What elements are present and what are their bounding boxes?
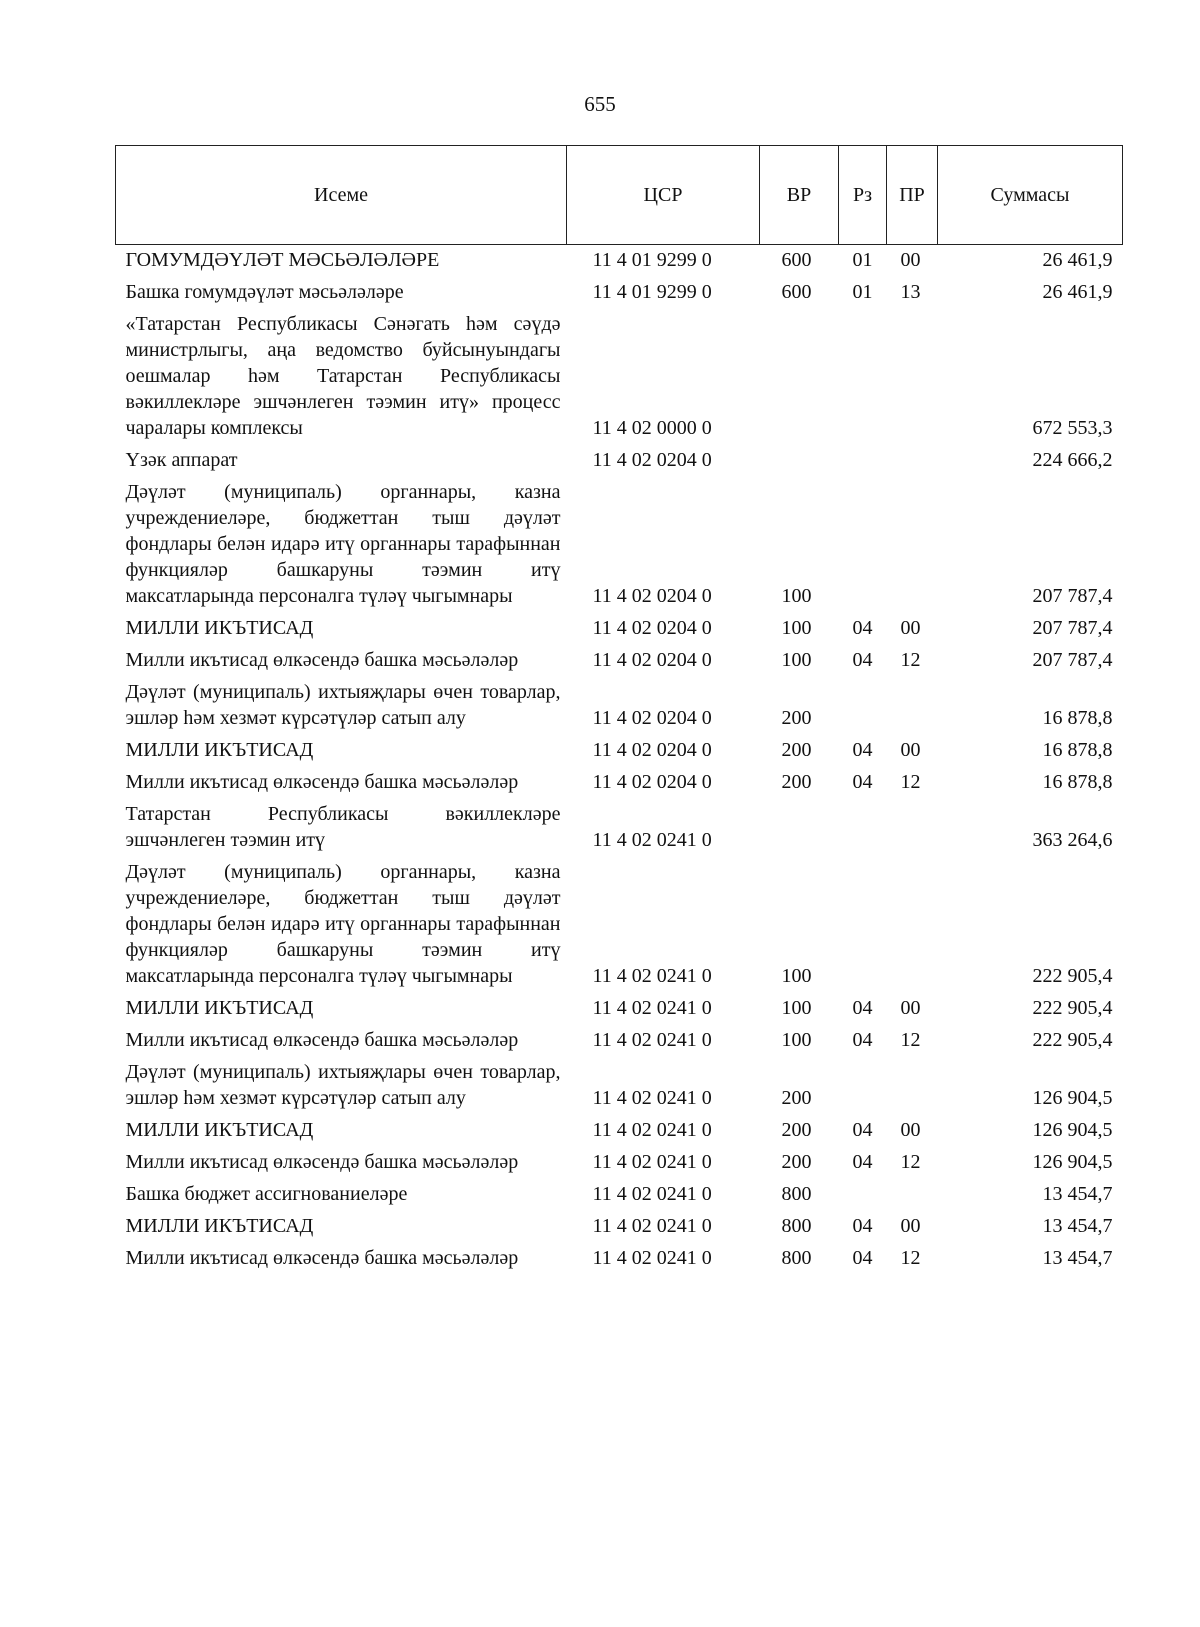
table-row bbox=[116, 445, 1123, 477]
cell-vr: 200 bbox=[781, 739, 812, 761]
table-row bbox=[116, 477, 1123, 613]
cell-vr: 200 bbox=[781, 771, 812, 793]
cell-rz bbox=[839, 857, 887, 993]
table-row bbox=[116, 1147, 1123, 1179]
cell-csr: 11 4 01 9299 0 bbox=[592, 281, 712, 303]
cell-pr: 00 bbox=[900, 617, 921, 639]
cell-vr: 100 bbox=[781, 1029, 812, 1051]
table-row bbox=[116, 677, 1123, 735]
column-header-csr: ЦСР bbox=[567, 146, 760, 245]
cell-csr: 11 4 02 0000 0 bbox=[592, 417, 712, 439]
page-number: 655 bbox=[584, 92, 616, 116]
cell-sum: 16 878,8 bbox=[1042, 707, 1113, 729]
cell-rz: 01 bbox=[852, 281, 873, 303]
cell-vr: 200 bbox=[781, 1151, 812, 1173]
cell-sum: 126 904,5 bbox=[1032, 1151, 1113, 1173]
cell-csr: 11 4 02 0241 0 bbox=[592, 1215, 712, 1237]
cell-csr: 11 4 02 0204 0 bbox=[592, 739, 712, 761]
cell-name: Дәүләт (муниципаль) ихтыяҗлары өчен товарлар, эшләр һәм хезмәт күрсәтүләр сатып алу bbox=[125, 681, 561, 729]
table-row bbox=[116, 993, 1123, 1025]
cell-rz bbox=[839, 445, 887, 477]
cell-csr: 11 4 02 0241 0 bbox=[592, 1119, 712, 1141]
cell-rz: 04 bbox=[852, 1119, 873, 1141]
cell-name: Милли икътисад өлкәсендә башка мәсьәләләр bbox=[125, 1247, 519, 1269]
cell-rz bbox=[839, 1057, 887, 1115]
cell-sum: 672 553,3 bbox=[1032, 417, 1113, 439]
cell-rz: 04 bbox=[852, 1029, 873, 1051]
cell-rz: 04 bbox=[852, 649, 873, 671]
cell-name: Дәүләт (муниципаль) органнары, казна учреждениеләре, бюджеттан тыш дәүләт фондлары белән идарә итү органнары тарафыннан функцияләр башкаруны тәэмин итү максатларында персоналга түләү чыгымнары bbox=[125, 861, 561, 987]
table-row bbox=[116, 767, 1123, 799]
cell-csr: 11 4 02 0204 0 bbox=[592, 585, 712, 607]
cell-vr: 100 bbox=[781, 649, 812, 671]
cell-csr: 11 4 02 0241 0 bbox=[592, 1247, 712, 1269]
cell-sum: 207 787,4 bbox=[1032, 649, 1113, 671]
cell-vr: 800 bbox=[781, 1183, 812, 1205]
cell-csr: 11 4 02 0241 0 bbox=[592, 1151, 712, 1173]
cell-pr bbox=[887, 1057, 938, 1115]
cell-rz: 04 bbox=[852, 1151, 873, 1173]
cell-csr: 11 4 02 0241 0 bbox=[592, 1087, 712, 1109]
cell-name: Милли икътисад өлкәсендә башка мәсьәләләр bbox=[125, 649, 519, 671]
cell-sum: 224 666,2 bbox=[1032, 449, 1113, 471]
column-header-rz: Рз bbox=[839, 146, 887, 245]
cell-name: Дәүләт (муниципаль) органнары, казна учреждениеләре, бюджеттан тыш дәүләт фондлары белән идарә итү органнары тарафыннан функцияләр башкаруны тәэмин итү максатларында персоналга түләү чыгымнары bbox=[125, 481, 561, 607]
cell-pr bbox=[887, 799, 938, 857]
cell-sum: 126 904,5 bbox=[1032, 1119, 1113, 1141]
cell-sum: 222 905,4 bbox=[1032, 1029, 1113, 1051]
cell-pr: 12 bbox=[900, 1247, 921, 1269]
cell-name: МИЛЛИ ИКЪТИСАД bbox=[125, 617, 314, 639]
cell-sum: 13 454,7 bbox=[1042, 1183, 1113, 1205]
table-row bbox=[116, 1243, 1123, 1275]
table-row bbox=[116, 1025, 1123, 1057]
cell-vr: 100 bbox=[781, 617, 812, 639]
cell-sum: 13 454,7 bbox=[1042, 1247, 1113, 1269]
column-header-pr: ПР bbox=[887, 146, 938, 245]
cell-rz: 01 bbox=[852, 249, 873, 271]
table-row bbox=[116, 799, 1123, 857]
cell-rz bbox=[839, 309, 887, 445]
column-header-vr: ВР bbox=[760, 146, 839, 245]
table-row bbox=[116, 309, 1123, 445]
cell-name: МИЛЛИ ИКЪТИСАД bbox=[125, 1215, 314, 1237]
column-header-name: Исеме bbox=[116, 146, 567, 245]
table-row bbox=[116, 613, 1123, 645]
cell-sum: 222 905,4 bbox=[1032, 965, 1113, 987]
cell-vr: 200 bbox=[781, 707, 812, 729]
cell-pr bbox=[887, 857, 938, 993]
cell-name: Башка гомумдәүләт мәсьәләләре bbox=[125, 281, 404, 303]
cell-pr: 00 bbox=[900, 997, 921, 1019]
cell-pr: 12 bbox=[900, 1029, 921, 1051]
cell-vr bbox=[760, 309, 839, 445]
cell-pr: 12 bbox=[900, 649, 921, 671]
cell-vr: 600 bbox=[781, 249, 812, 271]
cell-sum: 207 787,4 bbox=[1032, 617, 1113, 639]
cell-vr: 800 bbox=[781, 1215, 812, 1237]
cell-pr bbox=[887, 477, 938, 613]
cell-vr: 200 bbox=[781, 1087, 812, 1109]
cell-csr: 11 4 02 0241 0 bbox=[592, 1029, 712, 1051]
cell-rz bbox=[839, 799, 887, 857]
cell-sum: 13 454,7 bbox=[1042, 1215, 1113, 1237]
cell-rz: 04 bbox=[852, 617, 873, 639]
cell-csr: 11 4 02 0241 0 bbox=[592, 965, 712, 987]
cell-name: МИЛЛИ ИКЪТИСАД bbox=[125, 1119, 314, 1141]
cell-pr bbox=[887, 309, 938, 445]
cell-csr: 11 4 02 0241 0 bbox=[592, 829, 712, 851]
cell-csr: 11 4 02 0204 0 bbox=[592, 617, 712, 639]
cell-csr: 11 4 02 0204 0 bbox=[592, 449, 712, 471]
table-row bbox=[116, 645, 1123, 677]
table-body bbox=[116, 245, 1123, 1276]
cell-csr: 11 4 02 0204 0 bbox=[592, 707, 712, 729]
cell-vr bbox=[760, 799, 839, 857]
cell-vr: 100 bbox=[781, 585, 812, 607]
cell-pr bbox=[887, 1179, 938, 1211]
table-row bbox=[116, 277, 1123, 309]
table-row bbox=[116, 1057, 1123, 1115]
cell-name: МИЛЛИ ИКЪТИСАД bbox=[125, 739, 314, 761]
cell-sum: 16 878,8 bbox=[1042, 771, 1113, 793]
cell-sum: 26 461,9 bbox=[1042, 249, 1113, 271]
cell-pr: 00 bbox=[900, 249, 921, 271]
cell-rz bbox=[839, 477, 887, 613]
cell-pr: 12 bbox=[900, 1151, 921, 1173]
cell-name: Милли икътисад өлкәсендә башка мәсьәләләр bbox=[125, 1029, 519, 1051]
cell-name: МИЛЛИ ИКЪТИСАД bbox=[125, 997, 314, 1019]
cell-vr: 600 bbox=[781, 281, 812, 303]
cell-pr bbox=[887, 677, 938, 735]
table-row bbox=[116, 245, 1123, 278]
cell-name: Башка бюджет ассигнованиеләре bbox=[125, 1183, 408, 1205]
cell-name: Милли икътисад өлкәсендә башка мәсьәләләр bbox=[125, 1151, 519, 1173]
cell-name: «Татарстан Республикасы Сәнәгать һәм сәүдә министрлыгы, аңа ведомство буйсынуындагы оешмалар һәм Татарстан Республикасы вәкиллекләре эшчәнлеген тәэмин итү» процесс чаралары комплексы bbox=[125, 313, 561, 439]
cell-rz bbox=[839, 1179, 887, 1211]
table-row bbox=[116, 1179, 1123, 1211]
table-row bbox=[116, 1115, 1123, 1147]
cell-vr: 100 bbox=[781, 965, 812, 987]
cell-vr: 800 bbox=[781, 1247, 812, 1269]
cell-sum: 207 787,4 bbox=[1032, 585, 1113, 607]
cell-sum: 26 461,9 bbox=[1042, 281, 1113, 303]
cell-pr: 00 bbox=[900, 739, 921, 761]
cell-rz: 04 bbox=[852, 739, 873, 761]
cell-rz: 04 bbox=[852, 1215, 873, 1237]
cell-name: Үзәк аппарат bbox=[125, 449, 238, 471]
table-header bbox=[116, 146, 1123, 245]
cell-vr: 200 bbox=[781, 1119, 812, 1141]
cell-csr: 11 4 02 0241 0 bbox=[592, 1183, 712, 1205]
cell-csr: 11 4 02 0204 0 bbox=[592, 649, 712, 671]
cell-pr: 00 bbox=[900, 1119, 921, 1141]
cell-vr: 100 bbox=[781, 997, 812, 1019]
cell-sum: 16 878,8 bbox=[1042, 739, 1113, 761]
cell-pr: 13 bbox=[900, 281, 921, 303]
cell-csr: 11 4 02 0241 0 bbox=[592, 997, 712, 1019]
cell-pr: 00 bbox=[900, 1215, 921, 1237]
header-row bbox=[116, 146, 1123, 245]
cell-name: ГОМУМДӘҮЛӘТ МӘСЬӘЛӘЛӘРЕ bbox=[125, 249, 440, 271]
cell-rz: 04 bbox=[852, 1247, 873, 1269]
table-row bbox=[116, 735, 1123, 767]
cell-name: Дәүләт (муниципаль) ихтыяҗлары өчен товарлар, эшләр һәм хезмәт күрсәтүләр сатып алу bbox=[125, 1061, 561, 1109]
cell-pr: 12 bbox=[900, 771, 921, 793]
cell-csr: 11 4 02 0204 0 bbox=[592, 771, 712, 793]
cell-csr: 11 4 01 9299 0 bbox=[592, 249, 712, 271]
cell-name: Милли икътисад өлкәсендә башка мәсьәләләр bbox=[125, 771, 519, 793]
cell-vr bbox=[760, 445, 839, 477]
table-row bbox=[116, 857, 1123, 993]
cell-rz: 04 bbox=[852, 771, 873, 793]
cell-rz: 04 bbox=[852, 997, 873, 1019]
table-row bbox=[116, 1211, 1123, 1243]
cell-rz bbox=[839, 677, 887, 735]
column-header-sum: Суммасы bbox=[938, 146, 1123, 245]
cell-name: Татарстан Республикасы вәкиллекләре эшчәнлеген тәэмин итү bbox=[125, 803, 561, 851]
cell-sum: 222 905,4 bbox=[1032, 997, 1113, 1019]
cell-sum: 126 904,5 bbox=[1032, 1087, 1113, 1109]
cell-sum: 363 264,6 bbox=[1032, 829, 1113, 851]
budget-table bbox=[115, 145, 1123, 1275]
cell-pr bbox=[887, 445, 938, 477]
